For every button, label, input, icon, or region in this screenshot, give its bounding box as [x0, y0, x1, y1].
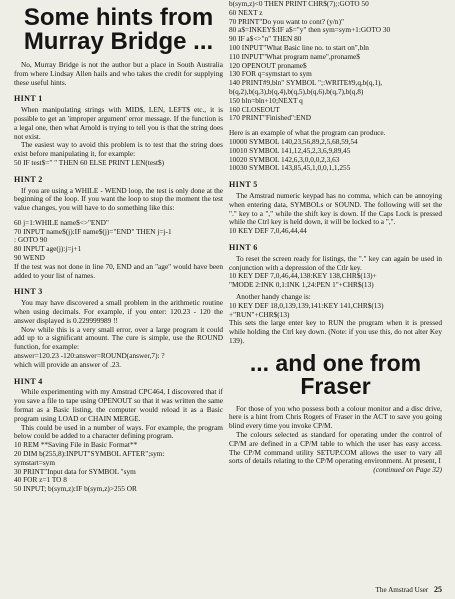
- hint4-paragraph-1: While experimenting with my Amstrad CPC464, I discovered that if you save a file to tape using OPENOUT so that it was written the same format as a Basic listing, the computer would reload it as a Basic program using LOAD or CHAIN MERGE.: [14, 387, 223, 423]
- hint1-code-line: 50 IF test$=" " THEN 60 ELSE PRINT LEN(test$): [14, 157, 165, 167]
- hint6-heading: HINT 6: [229, 242, 258, 252]
- left-column: [14, 0, 223, 494]
- code-line: 20 DIM b(255,8):INPUT"SYMBOL AFTER";sym:: [14, 449, 165, 459]
- hint6-paragraph-1: To reset the screen ready for listings, the "." key can again be used in conjunction with a depression of the Ctlr key.: [229, 253, 442, 272]
- code-line: 60 j=1:WHILE name$<>"END": [14, 217, 109, 227]
- hint4-code-block: [14, 441, 223, 494]
- second-title-line1: ... and one from: [249, 349, 422, 376]
- hint6-code-block-2: [229, 302, 442, 320]
- second-title-line2: Fraser: [300, 373, 371, 400]
- example-caption: Here is an example of what the program can produce.: [229, 128, 386, 138]
- example-line: 10010 SYMBOL 141,12,45,2,3,6,9,89,45: [229, 145, 351, 155]
- hint3-paragraph-2: Now while this is a very small error, over a large program it could add up to a significant amount. The cure is simple, use the ROUND function, for example:: [14, 324, 223, 352]
- fraser-paragraph-1: For those of you who possess both a colour monitor and a disc drive, here is a hint from Chris Rogers of Fraser in the ACT to save you going blind every time you invoke CP/M.: [229, 403, 442, 431]
- code-line: : GOTO 90: [14, 235, 48, 245]
- hint3-paragraph-1: You may have discovered a small problem in the arithmetic routine when using decimals. For example, if you enter: 120.23 - 120 the answer displayed is 0.229999989 !!: [14, 298, 223, 325]
- code-line: 120 OPENOUT proname$: [229, 60, 307, 70]
- continued-note: (continued on Page 32): [373, 465, 442, 475]
- code-line: 160 CLOSEOUT: [229, 104, 280, 114]
- example-line: 10020 SYMBOL 142,6,3,0,0,0,2,3,63: [229, 154, 340, 164]
- hint4-heading: HINT 4: [14, 376, 43, 386]
- hint5-paragraph-1: The Amstrad numeric keypad has no comma, which can be annoying when entering data, SYMBOLs or SOUND. The following will set the "." key to a "," while the shift key is down. If the Caps Lock is pressed while the Ctrl key is held down, it will be locked to a ",".: [229, 190, 442, 227]
- code-line: 40 FOR z=1 TO 8: [14, 475, 67, 485]
- code-line: symstart=sym: [14, 457, 56, 467]
- hint1-paragraph-2: The easiest way to avoid this problem is to test that the string does exist before manipulating it, for example:: [14, 140, 223, 159]
- code-line: 140 PRINT#9,bln" SYMBOL ";:WRITE#9,q,b(q,1),: [229, 78, 383, 88]
- hint6-code-block-1: [229, 272, 442, 290]
- code-line: 90 WEND: [14, 253, 45, 263]
- code-line: 70 PRINT"Do you want to cont? (y/n)": [229, 16, 344, 26]
- hint2-paragraph-2: If the test was not done in line 70, END and an "age" would have been added to your list of names.: [14, 261, 223, 280]
- code-line: 90 IF a$<>"n" THEN 80: [229, 34, 302, 44]
- hint4-paragraph-2: This could be used in a number of ways. For example, the program below could be added to a character defining program.: [14, 422, 223, 441]
- code-line: 80 INPUT age(j):j=j+1: [14, 244, 82, 254]
- hint6-paragraph-2: Another handy change is:: [236, 291, 311, 301]
- code-line: +"RUN"+CHR$(13): [229, 309, 290, 319]
- hint3-heading: HINT 3: [14, 287, 43, 297]
- code-line: 50 INPUT; b(sym,z):IF b(sym,z)>255 OR: [14, 484, 137, 494]
- code-line: 170 PRINT"Finished":END: [229, 113, 311, 123]
- article-title-line2: Murray Bridge ...: [23, 28, 214, 56]
- page-number: 25: [434, 585, 442, 594]
- hint6-paragraph-3: This sets the large enter key to RUN the program when it is pressed while holding the Ctrl key down. (Note: if you use this, do not alter Key 139).: [229, 318, 442, 345]
- hint3-code-line: answer=120.23 -120:answer=ROUND(answer,7): ?: [14, 351, 165, 361]
- hint2-paragraph-1: If you are using a WHILE - WEND loop, the test is only done at the beginning of the loop. If you want the loop to stop the moment the test value changes, you will have to do something like this:: [14, 185, 223, 213]
- example-line: 10000 SYMBOL 140,23,56,89,2,5,68,59,54: [229, 136, 358, 146]
- code-line: 30 PRINT"Input data for SYMBOL "sym: [14, 466, 136, 476]
- code-line: 10 REM **Saving File in Basic Format**: [14, 440, 138, 450]
- code-line: b(q,2),b(q,3),b(q,4),b(q,5),b(q,6),b(q,7),b(q,8): [229, 86, 364, 96]
- article-title-line1: Some hints from: [23, 4, 214, 31]
- hint3-paragraph-3: which will provide an answer of .23.: [14, 359, 121, 369]
- hint2-heading: HINT 2: [14, 174, 43, 184]
- code-line: 60 NEXT z: [229, 7, 263, 17]
- intro-paragraph: No, Murray Bridge is not the author but a place in South Australia from where Lindsay Allen hails and who takes the credit for supplying these useful hints.: [14, 59, 223, 87]
- example-line: 10030 SYMBOL 143,85,45,1,0,0,1,1,255: [229, 163, 351, 173]
- hint1-heading: HINT 1: [14, 94, 43, 104]
- code-line: 10 KEY DEF 18,0,139,139,141:KEY 141,CHR$(13): [229, 300, 384, 310]
- code-line: 10 KEY DEF 7,0,46,44,138:KEY 138,CHR$(13)+: [229, 271, 377, 281]
- code-line: "MODE 2:INK 0,1:INK 1,24:PEN 1"+CHR$(13): [229, 280, 374, 290]
- program-continuation-code: [229, 0, 442, 123]
- code-line: 80 a$=INKEY$:IF a$="y" then sym=sym+1:GOTO 30: [229, 25, 391, 35]
- code-line: 130 FOR q=symstart to sym: [229, 69, 312, 79]
- hint1-paragraph-1: When manipulating strings with MID$, LEN, LEFT$ etc., it is possible to get an 'improper argument' error message. If the function is a legal one, then what Arnold is trying to tell you is that the string does not exist.: [14, 105, 223, 141]
- hint5-heading: HINT 5: [229, 180, 258, 190]
- code-line: 100 INPUT"What Basic line no. to start on",bln: [229, 42, 369, 52]
- code-line: 150 bln=bln+10;NEXT q: [229, 95, 303, 105]
- right-column: [229, 0, 442, 475]
- page-footer: [229, 585, 442, 594]
- code-line: 110 INPUT"What program name",proname$: [229, 51, 360, 61]
- code-line: b(sym,z)<0 THEN PRINT CHR$(7);:GOTO 50: [229, 0, 369, 8]
- magazine-name: The Amstrad User: [375, 586, 429, 594]
- fraser-paragraph-2: The colours selected as standard for operating under the control of CP/M are defined in a CP/M table to which the user has easy access. The CP/M command utility SETUP.COM allows the user to vary all sorts of details relating to the CP/M operating environment. At present, I: [229, 429, 442, 466]
- hint5-code-line: 10 KEY DEF 7,0,46,44,44: [229, 226, 307, 236]
- hint2-code-block: [14, 219, 223, 263]
- example-output: [229, 138, 442, 173]
- code-line: 70 INPUT name$(j):IF name$(j)="END" THEN j=j-1: [14, 226, 172, 236]
